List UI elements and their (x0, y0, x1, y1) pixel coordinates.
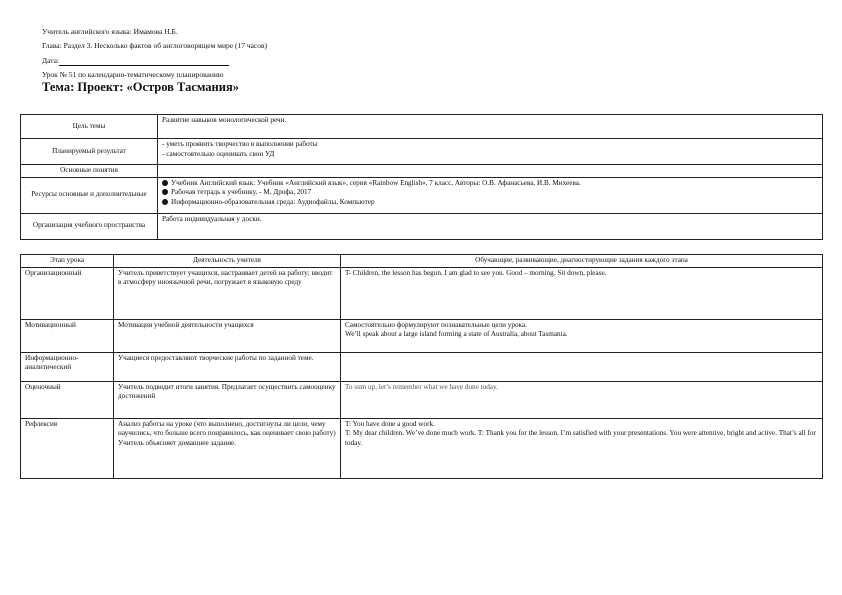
teacher-cell: Учитель подводит итоги занятия. Предлагает осуществить самооценку достижений (114, 381, 341, 418)
date-blank (59, 57, 229, 66)
stage-cell: Мотивационный (21, 319, 114, 352)
stages-table (20, 254, 823, 479)
table-row (21, 115, 823, 139)
row-value (158, 165, 823, 178)
chapter-line: Глава: Раздел 3. Несколько фактов об англоговорящем мире (17 часов) (42, 41, 268, 50)
date-label: Дата: (42, 56, 60, 65)
teacher-cell: Учитель приветствует учащихся, настраивает детей на работу; вводит в атмосферу иноязычной речи, погружает в языковую среду (114, 267, 341, 319)
table-row (21, 177, 823, 213)
column-header: Деятельность учителя (114, 255, 341, 268)
table-row (21, 267, 823, 319)
column-header: Обучающие, развивающие, диагностирующие задания каждого этапа (341, 255, 823, 268)
tasks-cell: T- Children, the lesson has begun. I am glad to see you. Good – morning. Sit down, please. (341, 267, 823, 319)
bullet-icon (162, 180, 168, 186)
table-row (21, 165, 823, 178)
row-value: - уметь проявить творчество в выполнении работы - самостоятельно оценивать свои УД (158, 139, 823, 165)
date-line (42, 56, 229, 66)
tasks-cell: Самостоятельно формулируют познавательные цели урока. We’ll speak about a large island forming a state of Australia, about Tasmania. (341, 319, 823, 352)
stage-cell: Рефлексия (21, 418, 114, 478)
table-row (21, 352, 823, 381)
row-label: Цель темы (21, 115, 158, 139)
tasks-cell: To sum up, let’s remember what we have done today. (341, 381, 823, 418)
table-row (21, 139, 823, 165)
teacher-cell: Анализ работы на уроке (что выполнено, достигнуты ли цели, чему научились, что больше всего понравилось, как оценивает свою работу) Учитель объясняет домашнее задание. (114, 418, 341, 478)
tasks-cell: T: You have done a good work. T: My dear children. We’ve done much work. T: Thank you for the lesson. I’m satisfied with your presentations. You were attentive, bright and active. That’s all for today. (341, 418, 823, 478)
teacher-cell: Мотивация учебной деятельности учащихся (114, 319, 341, 352)
row-label: Основные понятия (21, 165, 158, 178)
header-row (21, 255, 823, 268)
row-value: Работа индивидуальная у доски. (158, 213, 823, 239)
lesson-line: Урок № 51 по календарно-тематическому планированию (42, 70, 224, 79)
table-row (21, 418, 823, 478)
info-table (20, 114, 823, 240)
page-title: Тема: Проект: «Остров Тасмания» (42, 80, 239, 94)
column-header: Этап урока (21, 255, 114, 268)
tasks-cell (341, 352, 823, 381)
row-value: Развитие навыков монологической речи. (158, 115, 823, 139)
table-row (21, 319, 823, 352)
bullet-icon (162, 199, 168, 205)
row-value: Учебник Английский язык: Учебник «Английский язык», серия «Rainbow English», 7 класс, Авторы: О.В. Афанасьева, И.В. Михеева. Рабочая тетрадь к учебнику. - М, Дрофа, 2017 Информационно-образовательная среда: Аудиофайлы, Компьютер (158, 177, 823, 213)
stage-cell: Организационный (21, 267, 114, 319)
table-row (21, 213, 823, 239)
teacher-cell: Учащиеся предоставляют творческие работы по заданной теме. (114, 352, 341, 381)
stage-cell: Оценочный (21, 381, 114, 418)
table-row (21, 381, 823, 418)
teacher-line: Учитель английского языка: Имамова Н.Б. (42, 27, 178, 36)
bullet-icon (162, 189, 168, 195)
row-label: Планируемый результат (21, 139, 158, 165)
row-label: Ресурсы основные и дополнительные (21, 177, 158, 213)
stage-cell: Информационно-аналитический (21, 352, 114, 381)
row-label: Организация учебного пространства (21, 213, 158, 239)
